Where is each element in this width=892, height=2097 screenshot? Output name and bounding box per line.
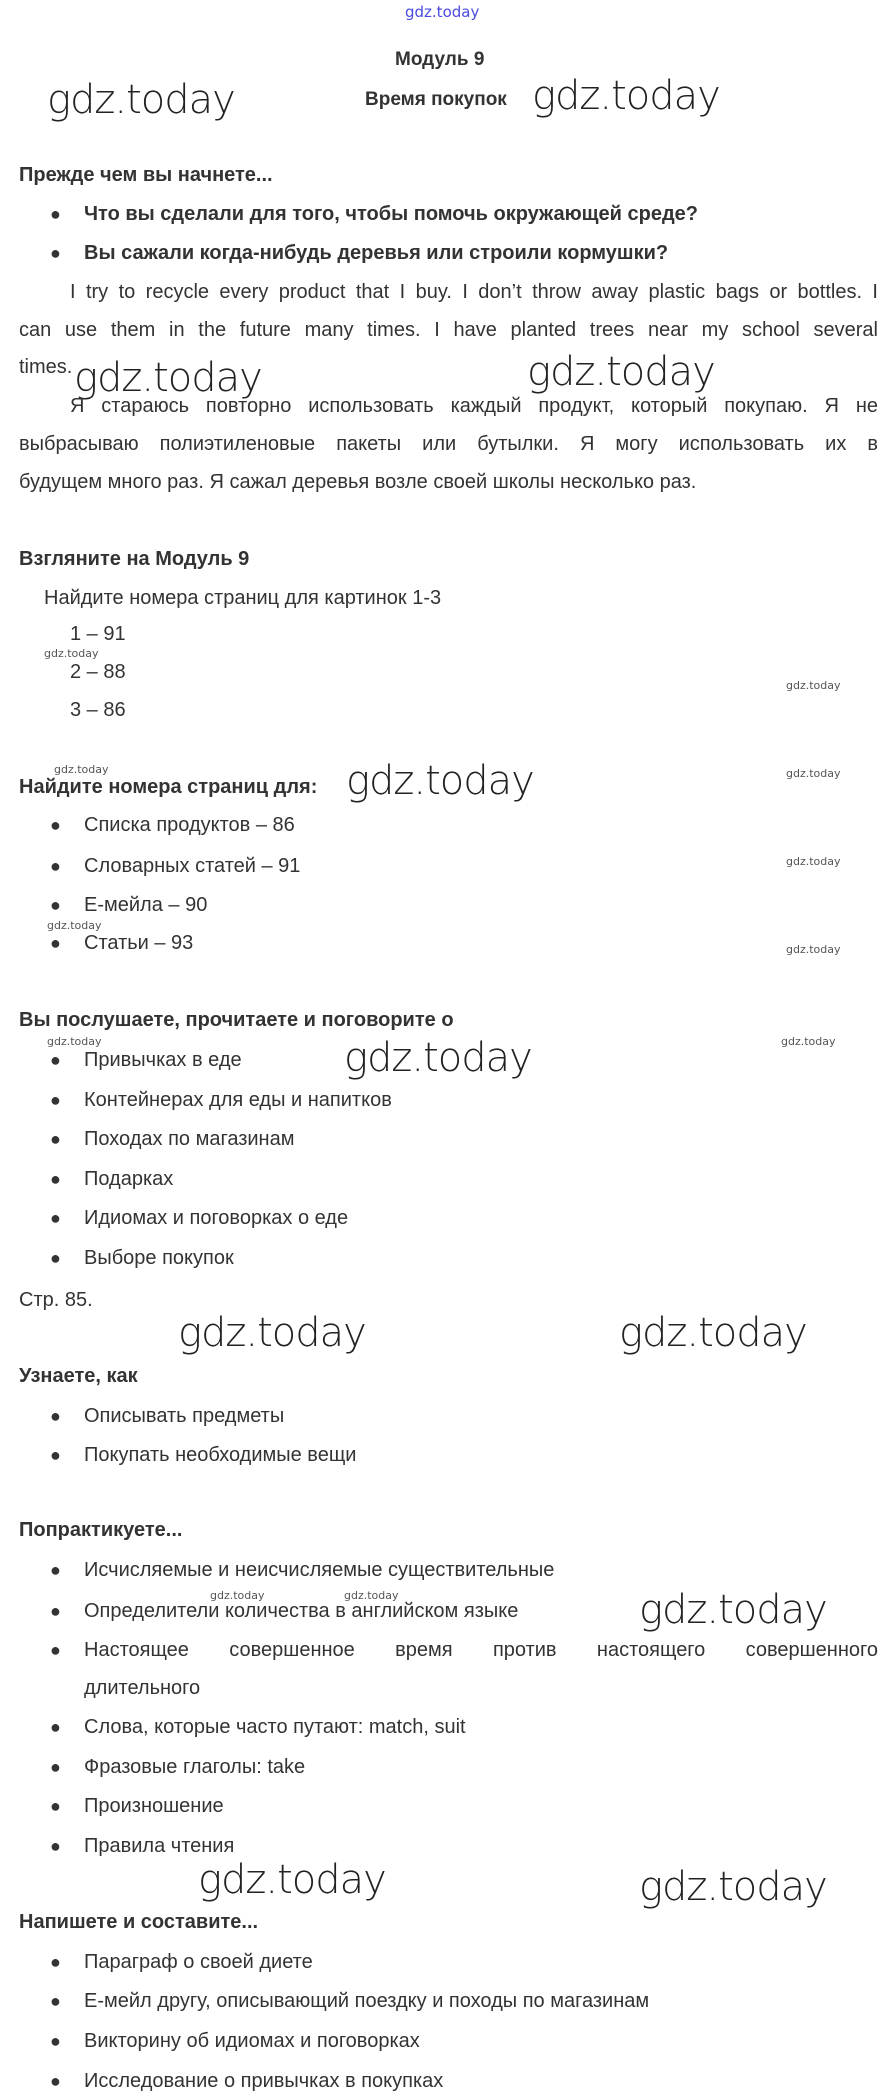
bullet-icon: ● <box>50 1208 61 1228</box>
watermark-small: gdz.today <box>344 1589 399 1602</box>
paragraph-line: I try to recycle every product that I buy. I don’t throw away plastic bags or bottles. I <box>70 281 878 303</box>
bullet-icon: ● <box>50 895 61 915</box>
list-item: Е-мейл другу, описывающий поездку и походы по магазинам <box>84 1990 650 2012</box>
watermark: gdz.today <box>344 1035 532 1081</box>
bullet-icon: ● <box>50 1169 61 1189</box>
bullet-icon: ● <box>50 933 61 953</box>
watermark: gdz.today <box>74 355 262 401</box>
list-item: Описывать предметы <box>84 1405 285 1427</box>
watermark: gdz.today <box>198 1857 386 1903</box>
bullet-icon: ● <box>50 1129 61 1149</box>
section-heading: Взгляните на Модуль 9 <box>19 548 250 570</box>
section-heading: Прежде чем вы начнете... <box>19 164 273 186</box>
list-item: Настоящее совершенное время против настоящего совершенного <box>84 1639 878 1661</box>
section-heading: Найдите номера страниц для: <box>19 776 318 798</box>
bullet-icon: ● <box>50 1601 61 1621</box>
watermark-small: gdz.today <box>781 1035 836 1048</box>
module-title: Время покупок <box>365 89 507 110</box>
list-item: Статьи – 93 <box>84 932 194 954</box>
bullet-icon: ● <box>50 815 61 835</box>
list-item: Произношение <box>84 1795 224 1817</box>
section-heading: Вы послушаете, прочитаете и поговорите о <box>19 1009 454 1031</box>
bullet-icon: ● <box>50 1640 61 1660</box>
question-item: Вы сажали когда-нибудь деревья или строили кормушки? <box>84 242 669 264</box>
bullet-icon: ● <box>50 1952 61 1972</box>
watermark-small: gdz.today <box>786 943 841 956</box>
bullet-icon: ● <box>50 1560 61 1580</box>
picture-page: 3 – 86 <box>70 699 126 721</box>
list-item: Слова, которые часто путают: match, suit <box>84 1716 466 1738</box>
bullet-icon: ● <box>50 2031 61 2051</box>
subheading: Найдите номера страниц для картинок 1-3 <box>44 587 442 609</box>
watermark-small: gdz.today <box>786 767 841 780</box>
watermark: gdz.today <box>346 758 534 804</box>
watermark: gdz.today <box>527 349 715 395</box>
watermark-top-link[interactable]: gdz.today <box>405 3 480 21</box>
list-item: Привычках в еде <box>84 1049 242 1071</box>
bullet-icon: ● <box>50 1717 61 1737</box>
list-item: Правила чтения <box>84 1835 235 1857</box>
list-item: Идиомах и поговорках о еде <box>84 1207 349 1229</box>
watermark-small: gdz.today <box>210 1589 265 1602</box>
list-item: Списка продуктов – 86 <box>84 814 295 836</box>
watermark: gdz.today <box>47 77 235 123</box>
section-heading: Напишете и составите... <box>19 1911 259 1933</box>
list-item: Подарках <box>84 1168 174 1190</box>
section-heading: Попрактикуете... <box>19 1519 183 1541</box>
bullet-icon: ● <box>50 1050 61 1070</box>
list-item: Контейнерах для еды и напитков <box>84 1089 392 1111</box>
list-item-continuation: длительного <box>84 1677 201 1699</box>
list-item: Определители количества в английском языке <box>84 1600 519 1622</box>
list-item: Фразовые глаголы: take <box>84 1756 306 1778</box>
watermark: gdz.today <box>532 73 720 119</box>
list-item: Покупать необходимые вещи <box>84 1444 357 1466</box>
bullet-icon: ● <box>50 1796 61 1816</box>
list-item: Викторину об идиомах и поговорках <box>84 2030 420 2052</box>
watermark: gdz.today <box>639 1864 827 1910</box>
list-item: Е-мейла – 90 <box>84 894 208 916</box>
list-item: Походах по магазинам <box>84 1128 295 1150</box>
bullet-icon: ● <box>50 856 61 876</box>
paragraph-line: выбрасываю полиэтиленовые пакеты или бутылки. Я могу использовать их в <box>19 433 878 455</box>
watermark: gdz.today <box>178 1310 366 1356</box>
watermark-small: gdz.today <box>47 919 102 932</box>
watermark-small: gdz.today <box>54 763 109 776</box>
list-item: Исследование о привычках в покупках <box>84 2070 444 2092</box>
list-item: Выборе покупок <box>84 1247 234 1269</box>
page-reference: Стр. 85. <box>19 1289 93 1311</box>
list-item: Параграф о своей диете <box>84 1951 313 1973</box>
watermark: gdz.today <box>619 1310 807 1356</box>
bullet-icon: ● <box>50 243 61 263</box>
bullet-icon: ● <box>50 1445 61 1465</box>
picture-page: 1 – 91 <box>70 623 126 645</box>
bullet-icon: ● <box>50 1090 61 1110</box>
picture-page: 2 – 88 <box>70 661 126 683</box>
paragraph-line: can use them in the future many times. I have planted trees near my school several <box>19 319 878 341</box>
paragraph-line: Я стараюсь повторно использовать каждый продукт, который покупаю. Я не <box>70 395 878 417</box>
paragraph-line: будущем много раз. Я сажал деревья возле своей школы несколько раз. <box>19 471 697 493</box>
bullet-icon: ● <box>50 1406 61 1426</box>
bullet-icon: ● <box>50 1991 61 2011</box>
bullet-icon: ● <box>50 1836 61 1856</box>
watermark-small: gdz.today <box>786 855 841 868</box>
bullet-icon: ● <box>50 1248 61 1268</box>
watermark-small: gdz.today <box>44 647 99 660</box>
watermark-small: gdz.today <box>786 679 841 692</box>
watermark: gdz.today <box>639 1587 827 1633</box>
list-item: Исчисляемые и неисчисляемые существительные <box>84 1559 555 1581</box>
bullet-icon: ● <box>50 1757 61 1777</box>
paragraph-line: times. <box>19 356 73 378</box>
module-number: Модуль 9 <box>395 49 485 70</box>
watermark-small: gdz.today <box>47 1035 102 1048</box>
section-heading: Узнаете, как <box>19 1365 138 1387</box>
list-item: Словарных статей – 91 <box>84 855 301 877</box>
bullet-icon: ● <box>50 2071 61 2091</box>
bullet-icon: ● <box>50 204 61 224</box>
question-item: Что вы сделали для того, чтобы помочь окружающей среде? <box>84 203 699 225</box>
